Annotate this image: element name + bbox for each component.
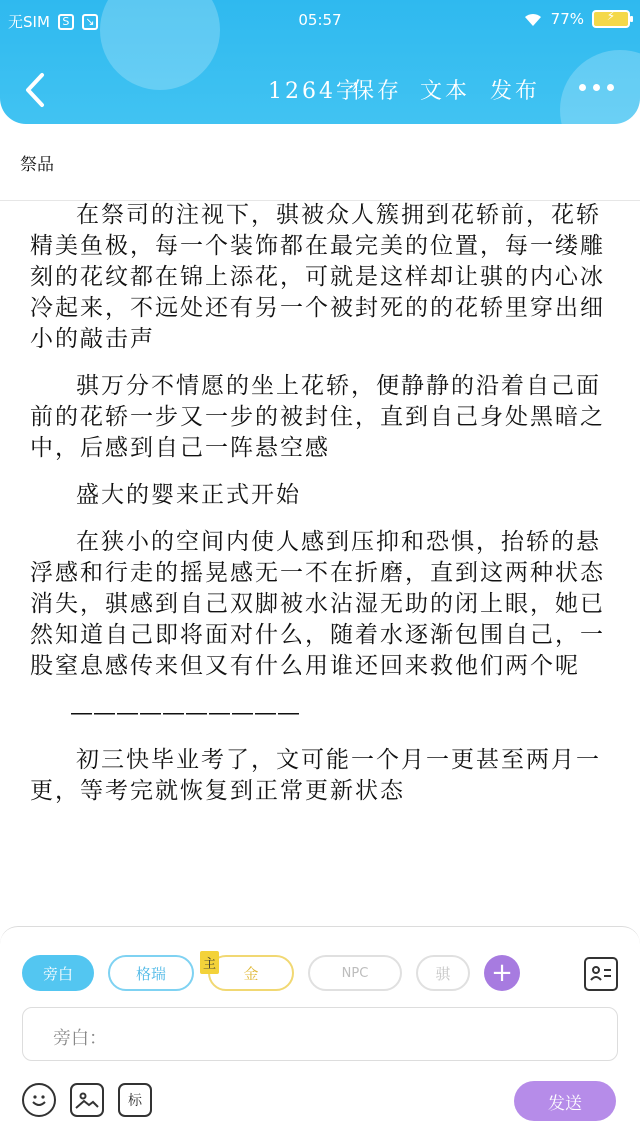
- emoji-icon[interactable]: [22, 1083, 56, 1117]
- paragraph: 盛大的婴来正式开始: [76, 482, 301, 508]
- main-character-tag: 主: [200, 951, 219, 974]
- character-card-icon[interactable]: [584, 957, 618, 991]
- battery-icon: ⚡: [592, 10, 630, 28]
- back-icon[interactable]: [20, 72, 50, 108]
- save-button[interactable]: 保存: [352, 79, 403, 104]
- paragraph: 在狭小的空间内使人感到压抑和恐惧，抬轿的悬浮感和行走的摇晃感无一不在折磨，直到这两种状态消失，骐感到自己双脚被水沾湿无助的闭上眼，她已然知道自己即将面对什么，随着水逐渐包围自己，一股窒息感传来但又有什么用谁还回来救他们两个呢: [30, 529, 605, 679]
- app-header: [0, 0, 640, 124]
- status-bar: [0, 0, 640, 40]
- paragraph: 骐万分不情愿的坐上花轿，便静静的沿着自己面前的花轿一步又一步的被封住，直到自己身处黑暗之中，后感到自己一阵悬空感: [30, 373, 605, 461]
- composer-tools: [22, 1083, 152, 1117]
- text-button[interactable]: 文本: [420, 79, 471, 104]
- battery-percent: 77%: [550, 10, 584, 28]
- composer-panel: [0, 926, 640, 1139]
- paragraph: 在祭司的注视下，骐被众人簇拥到花轿前，花轿精美鱼极，每一个装饰都在最完美的位置，每一缕雕刻的花纹都在锦上添花，可就是这样却让骐的内心冰冷起来，不远处还有另一个被封死的的花轿里穿出细小的敲击声: [30, 202, 605, 352]
- chip-character-1[interactable]: 格瑞: [108, 955, 194, 991]
- character-chips: [22, 955, 520, 991]
- image-icon[interactable]: [70, 1083, 104, 1117]
- publish-button[interactable]: 发布: [490, 79, 541, 104]
- chip-character-3[interactable]: 骐: [416, 955, 470, 991]
- notification-icon: ↘: [82, 14, 98, 30]
- add-character-icon[interactable]: +: [484, 955, 520, 991]
- title-row[interactable]: [0, 124, 640, 201]
- format-icon[interactable]: 标: [118, 1083, 152, 1117]
- separator-line: ——————————: [70, 700, 300, 726]
- sim-icon: S: [58, 14, 74, 30]
- chip-npc[interactable]: NPC: [308, 955, 402, 991]
- paragraph: 初三快毕业考了，文可能一个月一更甚至两月一更，等考完就恢复到正常更新状态: [30, 747, 601, 804]
- editor-toolbar: [0, 58, 640, 118]
- status-time: 05:57: [298, 11, 342, 29]
- send-button[interactable]: 发送: [514, 1081, 616, 1121]
- more-icon[interactable]: [579, 84, 614, 91]
- word-count: 1264字: [268, 79, 361, 104]
- message-input[interactable]: 旁白：: [22, 1007, 618, 1061]
- chip-label: 金: [243, 964, 259, 983]
- wifi-icon: [523, 11, 543, 27]
- chip-narrator[interactable]: 旁白: [22, 955, 94, 991]
- document-title[interactable]: 祭品: [20, 155, 54, 175]
- document-body[interactable]: [30, 200, 610, 922]
- chip-character-2[interactable]: [203, 955, 294, 991]
- carrier-label: 无SIM: [8, 13, 50, 31]
